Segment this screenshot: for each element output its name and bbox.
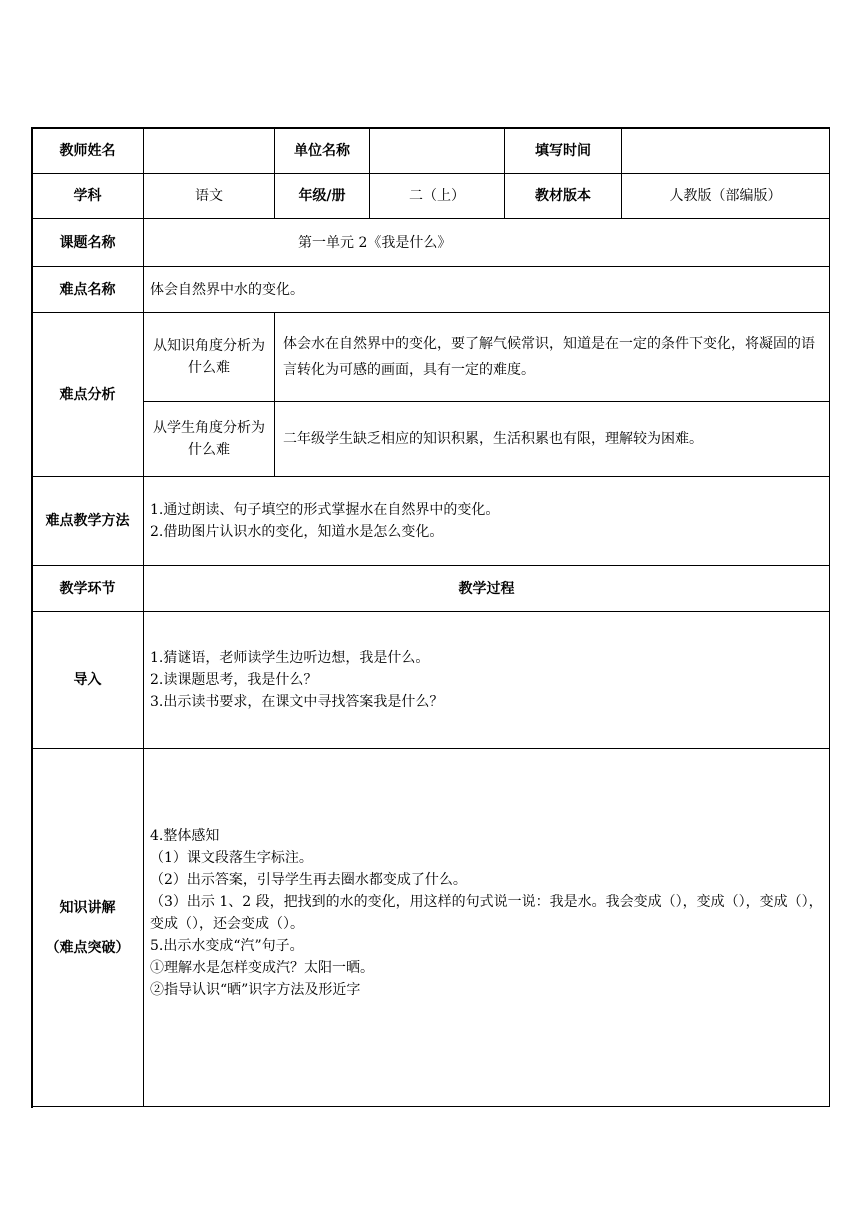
fill-date-label: 填写时间 <box>505 128 622 174</box>
subject-label: 学科 <box>32 174 144 219</box>
knowledge-angle-label: 从知识角度分析为什么难 <box>144 313 275 402</box>
intro-line: 1.猜谜语，老师读学生边听边想，我是什么。 <box>150 650 430 666</box>
difficulty-label: 难点名称 <box>32 267 144 313</box>
lesson-plan-table <box>31 127 829 1108</box>
edition-value: 人教版（部编版） <box>622 174 830 219</box>
subject-value: 语文 <box>144 174 275 219</box>
knowledge-line: （3）出示 1、2 段，把找到的水的变化，用这样的句式说一说：我是水。我会变成（），变成（），变成（），变成（），还会变成（）。 <box>150 894 823 932</box>
knowledge-line: ②指导认识“晒”识字方法及形近字 <box>150 982 361 998</box>
knowledge-line: 4.整体感知 <box>150 828 220 844</box>
knowledge-label <box>32 749 144 1107</box>
knowledge-content <box>144 749 830 1107</box>
knowledge-line: ①理解水是怎样变成汽？太阳一晒。 <box>150 960 374 976</box>
edition-label: 教材版本 <box>505 174 622 219</box>
topic-value: 第一单元 2《我是什么》 <box>144 219 830 267</box>
intro-line: 2.读课题思考，我是什么？ <box>150 672 318 688</box>
intro-label: 导入 <box>32 612 144 749</box>
analysis-label: 难点分析 <box>32 313 144 477</box>
stage-header-label: 教学环节 <box>32 566 144 612</box>
knowledge-label-line2: （难点突破） <box>45 939 130 956</box>
knowledge-line: （2）出示答案，引导学生再去圈水都变成了什么。 <box>150 872 467 888</box>
student-angle-text: 二年级学生缺乏相应的知识积累，生活积累也有限，理解较为困难。 <box>275 402 830 477</box>
process-header-label: 教学过程 <box>144 566 830 612</box>
grade-label: 年级/册 <box>275 174 370 219</box>
unit-name-label: 单位名称 <box>275 128 370 174</box>
teacher-name-label: 教师姓名 <box>32 128 144 174</box>
grade-value: 二（上） <box>370 174 505 219</box>
knowledge-label-line1: 知识讲解 <box>59 899 116 916</box>
knowledge-line: 5.出示水变成“汽”句子。 <box>150 938 304 954</box>
fill-date-value <box>622 128 830 174</box>
intro-content <box>144 612 830 749</box>
topic-label: 课题名称 <box>32 219 144 267</box>
unit-name-value <box>370 128 505 174</box>
difficulty-value: 体会自然界中水的变化。 <box>144 267 830 313</box>
student-angle-label: 从学生角度分析为什么难 <box>144 402 275 477</box>
method-line: 2.借助图片认识水的变化，知道水是怎么变化。 <box>150 524 444 540</box>
knowledge-angle-text: 体会水在自然界中的变化，要了解气候常识，知道是在一定的条件下变化，将凝固的语言转化为可感的画面，具有一定的难度。 <box>275 313 830 402</box>
method-content <box>144 477 830 566</box>
method-label: 难点教学方法 <box>32 477 144 566</box>
knowledge-line: （1）课文段落生字标注。 <box>150 850 313 866</box>
method-line: 1.通过朗读、句子填空的形式掌握水在自然界中的变化。 <box>150 502 500 518</box>
intro-line: 3.出示读书要求，在课文中寻找答案我是什么？ <box>150 694 444 710</box>
teacher-name-value <box>144 128 275 174</box>
